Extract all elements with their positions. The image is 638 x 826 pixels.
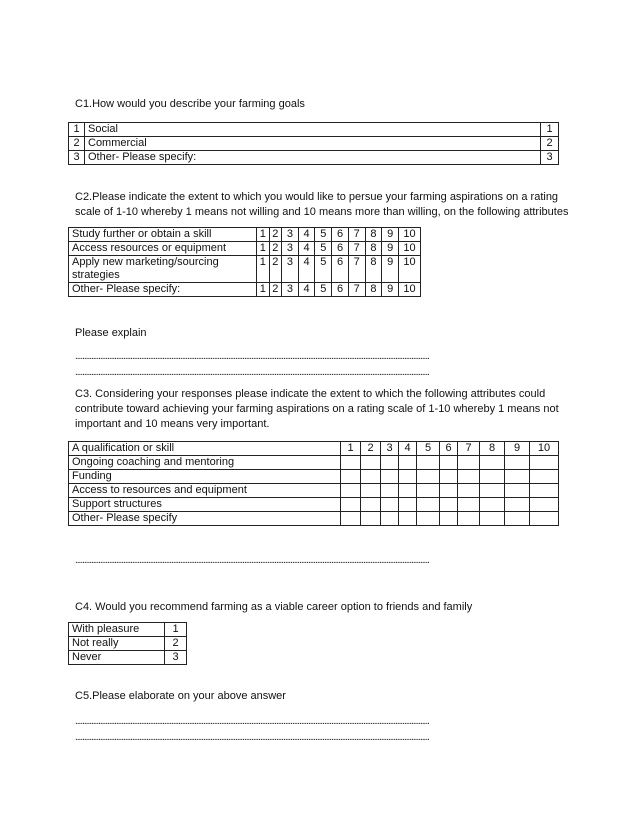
c3-rating-cell-empty[interactable] <box>480 456 505 470</box>
c3-rating-cell[interactable]: 10 <box>530 442 559 456</box>
c3-rating-cell[interactable]: 1 <box>341 442 361 456</box>
c3-rating-cell-empty[interactable] <box>381 456 399 470</box>
c3-rating-cell-empty[interactable] <box>480 484 505 498</box>
c2-attribute-label: Apply new marketing/sourcing strategies <box>69 256 257 283</box>
c3-rating-cell-empty[interactable] <box>458 456 480 470</box>
c2-rating-cell[interactable]: 4 <box>298 242 315 256</box>
c3-rating-cell-empty[interactable] <box>458 498 480 512</box>
c2-rating-cell[interactable]: 5 <box>315 228 332 242</box>
table-row[interactable] <box>69 470 559 484</box>
c2-rating-cell[interactable]: 2 <box>269 242 282 256</box>
c3-attribute-label: Support structures <box>69 498 341 512</box>
c3-rating-cell-empty[interactable] <box>440 470 458 484</box>
c3-rating-cell-empty[interactable] <box>417 484 440 498</box>
c1-option-label: Other- Please specify: <box>85 151 541 165</box>
c3-rating-cell-empty[interactable] <box>381 498 399 512</box>
table-row[interactable] <box>69 242 421 256</box>
table-row[interactable] <box>69 651 187 665</box>
table-row[interactable] <box>69 256 421 283</box>
c3-rating-cell-empty[interactable] <box>440 456 458 470</box>
c2-rating-cell[interactable]: 8 <box>365 242 382 256</box>
c3-attribute-label: A qualification or skill <box>69 442 341 456</box>
c3-rating-cell-empty[interactable] <box>480 512 505 526</box>
table-row[interactable] <box>69 228 421 242</box>
c4-option-label: Never <box>69 651 165 665</box>
c2-question-line1: C2.Please indicate the extent to which you would like to persue your farming aspirations on a rating <box>75 191 559 203</box>
c2-rating-cell[interactable]: 10 <box>398 283 420 297</box>
c3-attribute-label: Funding <box>69 470 341 484</box>
c2-rating-cell[interactable]: 4 <box>298 283 315 297</box>
c3-rating-cell-empty[interactable] <box>361 470 381 484</box>
c2-rating-cell[interactable]: 7 <box>348 228 365 242</box>
c3-rating-cell-empty[interactable] <box>440 512 458 526</box>
c2-rating-cell[interactable]: 7 <box>348 242 365 256</box>
c1-code: 2 <box>541 137 559 151</box>
c3-rating-cell-empty[interactable] <box>505 512 530 526</box>
c3-rating-cell-empty[interactable] <box>530 512 559 526</box>
table-row[interactable] <box>69 456 559 470</box>
table-row[interactable] <box>69 512 559 526</box>
c3-rating-cell-empty[interactable] <box>417 512 440 526</box>
table-row[interactable] <box>69 283 421 297</box>
c2-rating-cell[interactable]: 8 <box>365 228 382 242</box>
c3-rating-cell-empty[interactable] <box>399 456 417 470</box>
c2-rating-cell[interactable]: 3 <box>282 242 299 256</box>
c2-attribute-label: Access resources or equipment <box>69 242 257 256</box>
c2-explain-label: Please explain <box>75 327 147 339</box>
table-row[interactable] <box>69 137 559 151</box>
c1-table <box>68 122 559 165</box>
c3-rating-cell[interactable]: 8 <box>480 442 505 456</box>
c3-rating-cell-empty[interactable] <box>361 512 381 526</box>
c3-rating-cell-empty[interactable] <box>505 498 530 512</box>
c2-attribute-label: Study further or obtain a skill <box>69 228 257 242</box>
table-row[interactable] <box>69 498 559 512</box>
c3-rating-cell-empty[interactable] <box>341 456 361 470</box>
c3-rating-cell[interactable]: 6 <box>440 442 458 456</box>
c2-rating-cell[interactable]: 1 <box>257 256 270 283</box>
c1-num: 1 <box>69 123 85 137</box>
answer-line[interactable]: ....................................................................................................................................................................................................... <box>75 717 429 727</box>
c3-rating-cell-empty[interactable] <box>381 484 399 498</box>
c1-option-label: Commercial <box>85 137 541 151</box>
c3-rating-cell-empty[interactable] <box>458 484 480 498</box>
c3-rating-cell-empty[interactable] <box>417 456 440 470</box>
c3-attribute-label: Ongoing coaching and mentoring <box>69 456 341 470</box>
c1-option-label: Social <box>85 123 541 137</box>
c2-rating-cell[interactable]: 2 <box>269 228 282 242</box>
c4-code: 1 <box>165 623 187 637</box>
c2-rating-cell[interactable]: 8 <box>365 283 382 297</box>
c3-rating-cell-empty[interactable] <box>440 484 458 498</box>
c3-rating-cell-empty[interactable] <box>381 512 399 526</box>
c1-num: 3 <box>69 151 85 165</box>
c2-rating-cell[interactable]: 6 <box>332 256 349 283</box>
answer-line[interactable]: ....................................................................................................................................................................................................... <box>75 556 429 566</box>
c3-rating-cell-empty[interactable] <box>417 498 440 512</box>
c3-question-line2: contribute toward achieving your farming aspirations on a rating scale of 1-10 whereby 1 means not <box>75 403 559 415</box>
c3-rating-cell-empty[interactable] <box>399 484 417 498</box>
c2-rating-cell[interactable]: 6 <box>332 242 349 256</box>
c2-rating-cell[interactable]: 9 <box>382 256 399 283</box>
c3-rating-cell-empty[interactable] <box>341 498 361 512</box>
c4-code: 3 <box>165 651 187 665</box>
c3-rating-cell-empty[interactable] <box>505 484 530 498</box>
c3-rating-cell-empty[interactable] <box>530 470 559 484</box>
c4-code: 2 <box>165 637 187 651</box>
c3-rating-cell-empty[interactable] <box>505 456 530 470</box>
c3-rating-cell-empty[interactable] <box>361 498 381 512</box>
c3-rating-cell-empty[interactable] <box>530 484 559 498</box>
c4-table <box>68 622 187 665</box>
c2-attribute-label: Other- Please specify: <box>69 283 257 297</box>
c1-question: C1.How would you describe your farming goals <box>75 98 305 110</box>
c2-rating-cell[interactable]: 10 <box>398 242 420 256</box>
c2-rating-cell[interactable]: 8 <box>365 256 382 283</box>
c2-rating-cell[interactable]: 9 <box>382 283 399 297</box>
c3-rating-table <box>68 441 559 526</box>
answer-line[interactable]: ....................................................................................................................................................................................................... <box>75 352 429 362</box>
c3-rating-cell-empty[interactable] <box>399 512 417 526</box>
table-row[interactable] <box>69 123 559 137</box>
c3-rating-cell-empty[interactable] <box>341 512 361 526</box>
c2-rating-cell[interactable]: 6 <box>332 228 349 242</box>
c2-rating-cell[interactable]: 4 <box>298 256 315 283</box>
c3-attribute-label: Access to resources and equipment <box>69 484 341 498</box>
c3-rating-cell-empty[interactable] <box>361 484 381 498</box>
c2-rating-cell[interactable]: 9 <box>382 242 399 256</box>
c3-rating-cell[interactable]: 3 <box>381 442 399 456</box>
c2-rating-table <box>68 227 421 297</box>
c2-rating-cell[interactable]: 1 <box>257 283 270 297</box>
c2-rating-cell[interactable]: 9 <box>382 228 399 242</box>
c1-num: 2 <box>69 137 85 151</box>
c2-rating-cell[interactable]: 4 <box>298 228 315 242</box>
c3-attribute-label: Other- Please specify <box>69 512 341 526</box>
c4-option-label: Not really <box>69 637 165 651</box>
answer-line[interactable]: ....................................................................................................................................................................................................... <box>75 733 429 743</box>
table-row[interactable] <box>69 637 187 651</box>
c3-rating-cell-empty[interactable] <box>530 456 559 470</box>
c3-rating-cell-empty[interactable] <box>505 470 530 484</box>
answer-line[interactable]: ....................................................................................................................................................................................................... <box>75 368 429 378</box>
c2-rating-cell[interactable]: 5 <box>315 242 332 256</box>
c3-rating-cell-empty[interactable] <box>341 484 361 498</box>
c3-rating-cell-empty[interactable] <box>530 498 559 512</box>
c2-rating-cell[interactable]: 5 <box>315 283 332 297</box>
c2-rating-cell[interactable]: 10 <box>398 256 420 283</box>
c3-rating-cell-empty[interactable] <box>480 498 505 512</box>
c3-question-line1: C3. Considering your responses please indicate the extent to which the following attributes could <box>75 388 546 400</box>
c3-rating-cell[interactable]: 4 <box>399 442 417 456</box>
c2-rating-cell[interactable]: 7 <box>348 283 365 297</box>
table-row[interactable] <box>69 442 559 456</box>
c2-rating-cell[interactable]: 7 <box>348 256 365 283</box>
c2-rating-cell[interactable]: 5 <box>315 256 332 283</box>
c1-code: 3 <box>541 151 559 165</box>
c3-rating-cell-empty[interactable] <box>399 470 417 484</box>
c3-rating-cell-empty[interactable] <box>480 470 505 484</box>
c2-rating-cell[interactable]: 10 <box>398 228 420 242</box>
c4-question: C4. Would you recommend farming as a viable career option to friends and family <box>75 601 473 613</box>
c3-rating-cell-empty[interactable] <box>440 498 458 512</box>
c2-rating-cell[interactable]: 3 <box>282 256 299 283</box>
c1-code: 1 <box>541 123 559 137</box>
c3-rating-cell[interactable]: 2 <box>361 442 381 456</box>
c2-rating-cell[interactable]: 1 <box>257 242 270 256</box>
c2-rating-cell[interactable]: 6 <box>332 283 349 297</box>
c3-rating-cell-empty[interactable] <box>458 470 480 484</box>
c2-question-line2: scale of 1-10 whereby 1 means not willing and 10 means more than willing, on the following attributes <box>75 206 569 218</box>
c3-rating-cell[interactable]: 9 <box>505 442 530 456</box>
c3-rating-cell-empty[interactable] <box>361 456 381 470</box>
c4-option-label: With pleasure <box>69 623 165 637</box>
c2-rating-cell[interactable]: 1 <box>257 228 270 242</box>
c3-rating-cell-empty[interactable] <box>458 512 480 526</box>
c2-rating-cell[interactable]: 2 <box>269 283 282 297</box>
c3-rating-cell-empty[interactable] <box>399 498 417 512</box>
table-row[interactable] <box>69 151 559 165</box>
table-row[interactable] <box>69 484 559 498</box>
c2-rating-cell[interactable]: 2 <box>269 256 282 283</box>
c3-rating-cell[interactable]: 7 <box>458 442 480 456</box>
c3-rating-cell-empty[interactable] <box>417 470 440 484</box>
c5-question: C5.Please elaborate on your above answer <box>75 690 286 702</box>
c3-rating-cell-empty[interactable] <box>381 470 399 484</box>
c3-rating-cell-empty[interactable] <box>341 470 361 484</box>
c3-question-line3: important and 10 means very important. <box>75 418 270 430</box>
c2-rating-cell[interactable]: 3 <box>282 283 299 297</box>
table-row[interactable] <box>69 623 187 637</box>
c3-rating-cell[interactable]: 5 <box>417 442 440 456</box>
c2-rating-cell[interactable]: 3 <box>282 228 299 242</box>
